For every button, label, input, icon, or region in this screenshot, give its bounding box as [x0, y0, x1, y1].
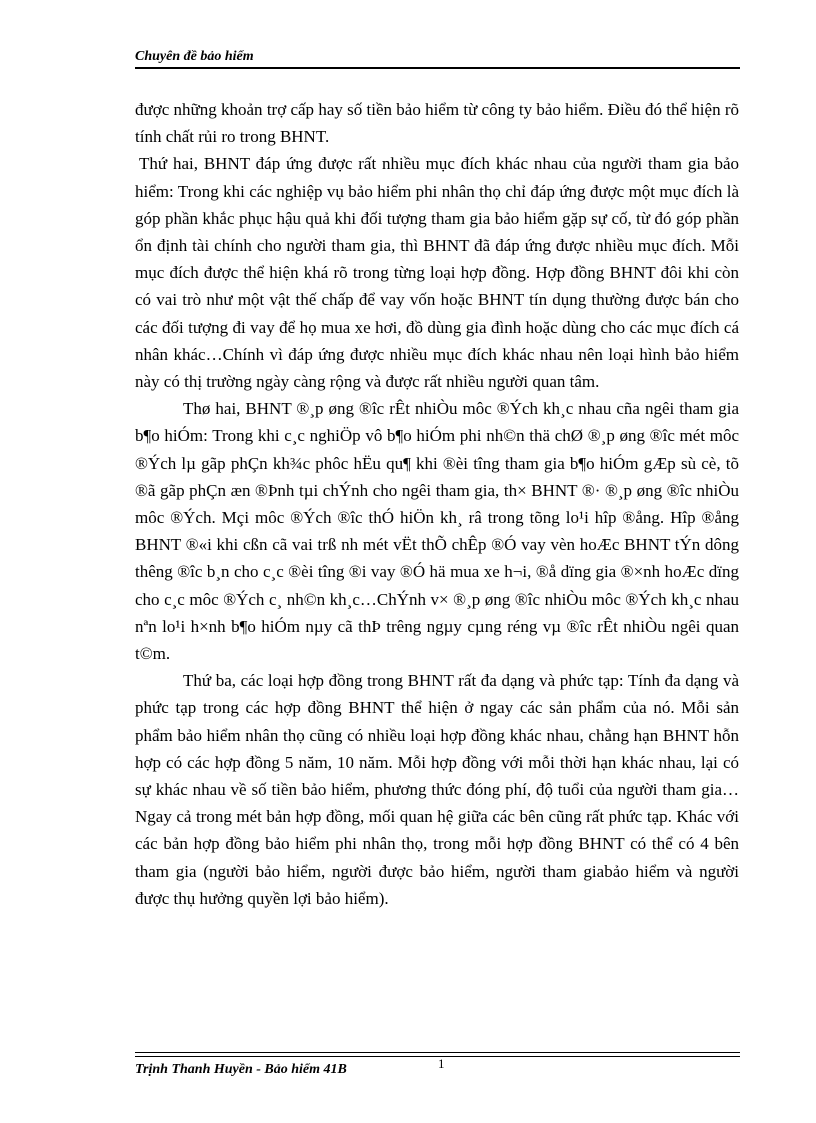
header-title: Chuyên đề bảo hiểm — [135, 49, 254, 64]
paragraph: Thø hai, BHNT ®¸p øng ®îc rÊt nhiÒu môc ®Ých kh¸c nhau cña ngêi tham gia b¶o hiÓm: Trong khi c¸c nghiÖp vô b¶o hiÓm phi nh©n thä chØ ®¸p øng ®îc mét môc ®Ých lµ gãp phÇn kh¾c phôc hËu qu¶ khi ®èi tîng tham gia b¶o hiÓm gÆp sù cè, tõ ®ã gãp phÇn æn ®Þnh tµi chÝnh cho ngêi tham gia, th× BHNT ®· ®¸p øng ®îc nhiÒu môc ®Ých. Mçi môc ®Ých ®îc thÓ hiÖn kh¸ râ trong tõng lo¹i hîp ®ång. Hîp ®ång BHNT ®«i khi cßn cã vai trß nh mét vËt thÕ chÊp ®Ó vay vèn hoÆc BHNT tÝn dông thêng ®îc b¸n cho c¸c ®èi tîng ®i vay ®Ó hä mua xe h¬i, ®å dïng gia ®×nh hoÆc dïng cho c¸c môc ®Ých c¸ nh©n kh¸c…ChÝnh v× ®¸p øng ®îc nhiÒu môc ®Ých kh¸c nhau nªn lo¹i h×nh b¶o hiÓm nµy cã thÞ trêng ngµy cµng réng vµ ®îc rÊt nhiÒu ngêi quan t©m. — [135, 399, 739, 664]
header-rule — [135, 67, 740, 69]
paragraph: Thứ ba, các loại hợp đồng trong BHNT rất đa dạng và phức tạp: Tính đa dạng và phức tạp trong các hợp đồng BHNT thể hiện ở ngay các sản phẩm của nó. Mỗi sản phẩm bảo hiểm nhân thọ cũng có nhiều loại hợp đồng khác nhau, chẳng hạn BHNT hỗn hợp có các hợp đồng 5 năm, 10 năm. Mỗi hợp đồng với mỗi thời hạn khác nhau, lại có sự khác nhau về số tiền bảo hiểm, phương thức đóng phí, độ tuổi của người tham gia…Ngay cả trong mét bản hợp đồng, mối quan hệ giữa các bên cũng rất phức tạp. Khác với các bản hợp đồng bảo hiểm phi nhân thọ, trong mỗi hợp đồng BHNT có thể có 4 bên tham gia (người bảo hiểm, người được bảo hiểm, người tham giabảo hiểm và người được thụ hưởng quyền lợi bảo hiểm). — [135, 671, 739, 908]
page-footer — [135, 1052, 740, 1077]
page-number: 1 — [438, 1056, 445, 1071]
page-header — [135, 48, 740, 69]
document-body — [135, 96, 739, 912]
footer-author: Trịnh Thanh Huyền - Bảo hiểm 41B — [135, 1062, 347, 1077]
paragraph: Thứ hai, BHNT đáp ứng được rất nhiều mục đích khác nhau của người tham gia bảo hiểm: Trong khi các nghiệp vụ bảo hiểm phi nhân thọ chỉ đáp ứng được một mục đích là góp phần khắc phục hậu quả khi đối tượng tham gia bảo hiểm gặp sự cố, từ đó góp phần ổn định tài chính cho người tham gia, thì BHNT đã đáp ứng được nhiều mục đích. Mỗi mục đích được thể hiện khá rõ trong từng loại hợp đồng. Hợp đồng BHNT đôi khi còn có vai trò như một vật thế chấp để vay vốn hoặc BHNT tín dụng thường được bán cho các đối tượng đi vay để họ mua xe hơi, đồ dùng gia đình hoặc dùng cho các mục đích cá nhân khác…Chính vì đáp ứng được nhiều mục đích khác nhau nên loại hình bảo hiểm này có thị trường ngày càng rộng và được rất nhiều người quan tâm. — [135, 154, 739, 392]
paragraph: được những khoản trợ cấp hay số tiền bảo hiểm từ công ty bảo hiểm. Điều đó thể hiện rõ tính chất rủi ro trong BHNT. — [135, 100, 739, 147]
